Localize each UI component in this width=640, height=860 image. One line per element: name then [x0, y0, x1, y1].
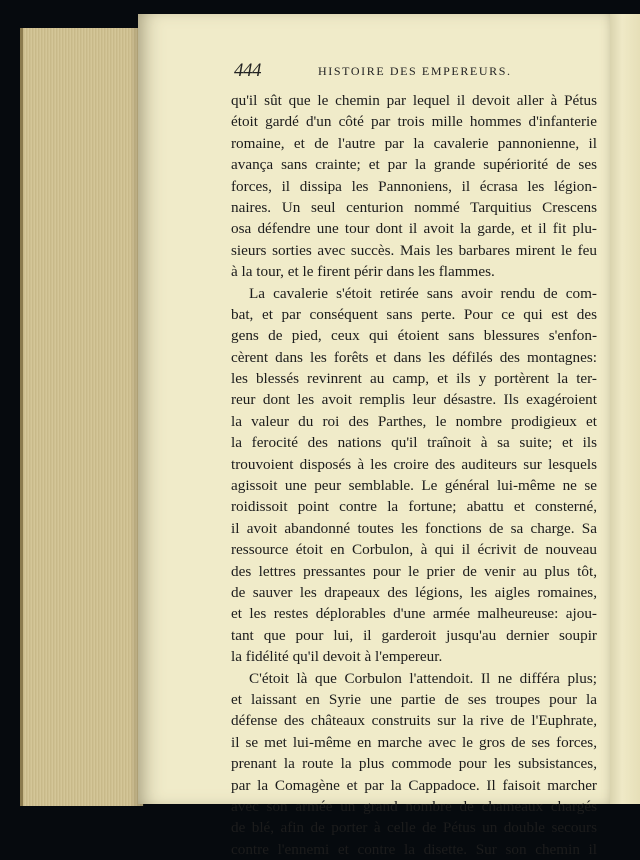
text-line: gens de pied, ceux qui étoient sans blessures s'enfon-: [231, 327, 597, 345]
text-line: défense des châteaux construits sur la rive de l'Euphrate,: [231, 712, 597, 730]
book-page-edges: [20, 28, 143, 806]
text-line: étoit gardé d'un côté par trois mille hommes d'infanterie: [231, 113, 597, 131]
text-line: C'étoit là que Corbulon l'attendoit. Il ne différa plus;: [249, 669, 597, 687]
text-line: La cavalerie s'étoit retirée sans avoir rendu de com-: [249, 284, 597, 302]
text-line: sieurs sorties avec succès. Mais les barbares mirent le feu: [231, 241, 597, 259]
text-line: avec son armée un grand nombre de chameaux chargés: [231, 797, 597, 815]
text-line: la ferocité des nations qu'il traînoit à sa suite; et ils: [231, 434, 597, 452]
text-line: bat, et par conséquent sans perte. Pour ce qui est des: [231, 305, 597, 323]
text-line: qu'il sût que le chemin par lequel il devoit aller à Pétus: [231, 92, 597, 109]
text-line: à la tour, et le firent périr dans les flammes.: [231, 263, 495, 281]
text-line: de blé, afin de porter à celle de Pétus un double secours: [231, 819, 597, 837]
text-line: naires. Un seul centurion nommé Tarquitius Crescens: [231, 198, 597, 216]
text-line: cèrent dans les forêts et dans les défilés des montagnes:: [231, 348, 597, 366]
text-line: osa défendre une tour dont il avoit la garde, et il fit plu-: [231, 220, 597, 238]
book-page: [138, 14, 610, 858]
text-line: ressource étoit en Corbulon, à qui il écrivit de nouveau: [231, 541, 597, 559]
text-line: reur dont les avoit remplis leur désastre. Ils exagéroient: [231, 391, 597, 409]
text-line: contre l'ennemi et contre la disette. Sur son chemin il: [231, 840, 597, 858]
text-line: romaine, et de l'autre par la cavalerie pannonienne, il: [231, 134, 597, 152]
text-line: par la Comagène et par la Cappadoce. Il faisoit marcher: [231, 776, 597, 794]
text-line: la fidélité qu'il devoit à l'empereur.: [231, 648, 443, 666]
running-head: HISTOIRE DES EMPEREURS.: [318, 64, 512, 78]
text-line: de sauver les drapeaux des légions, les aigles romaines,: [231, 583, 597, 601]
text-line: les blessés revinrent au camp, et ils y portèrent la ter-: [231, 370, 597, 388]
text-line: roidissoit point contre la fortune; abattu et consterné,: [231, 498, 597, 516]
text-line: il se met lui-même en marche avec le gros de ses forces,: [231, 733, 597, 751]
text-line: prenant la route la plus commode pour les subsistances,: [231, 755, 597, 773]
page-header: [234, 60, 554, 82]
text-line: et les restes déplorables d'une armée malheureuse: ajou-: [231, 605, 597, 623]
text-line: des lettres pressantes pour le prier de venir au plus tôt,: [231, 562, 597, 580]
text-line: il avoit abandonné toutes les fonctions de sa charge. Sa: [231, 519, 597, 537]
text-line: et laissant en Syrie une partie de ses troupes pour la: [231, 690, 597, 708]
text-line: trouvoient disposés à les croire des auditeurs sur lesquels: [231, 455, 597, 473]
text-line: forces, il dissipa les Pannoniens, il écrasa les légion-: [231, 177, 597, 195]
facing-page-edge: [610, 14, 640, 804]
body-text: [231, 90, 597, 860]
text-line: agissoit une peur semblable. Le général lui-même ne se: [231, 477, 597, 495]
text-line: la valeur du roi des Parthes, le nombre prodigieux et: [231, 412, 597, 430]
text-line: avança sans crainte; et par la grande supériorité de ses: [231, 156, 597, 174]
page-number: 444: [234, 60, 261, 81]
text-line: tant que pour lui, il garderoit jusqu'au dernier soupir: [231, 626, 597, 644]
